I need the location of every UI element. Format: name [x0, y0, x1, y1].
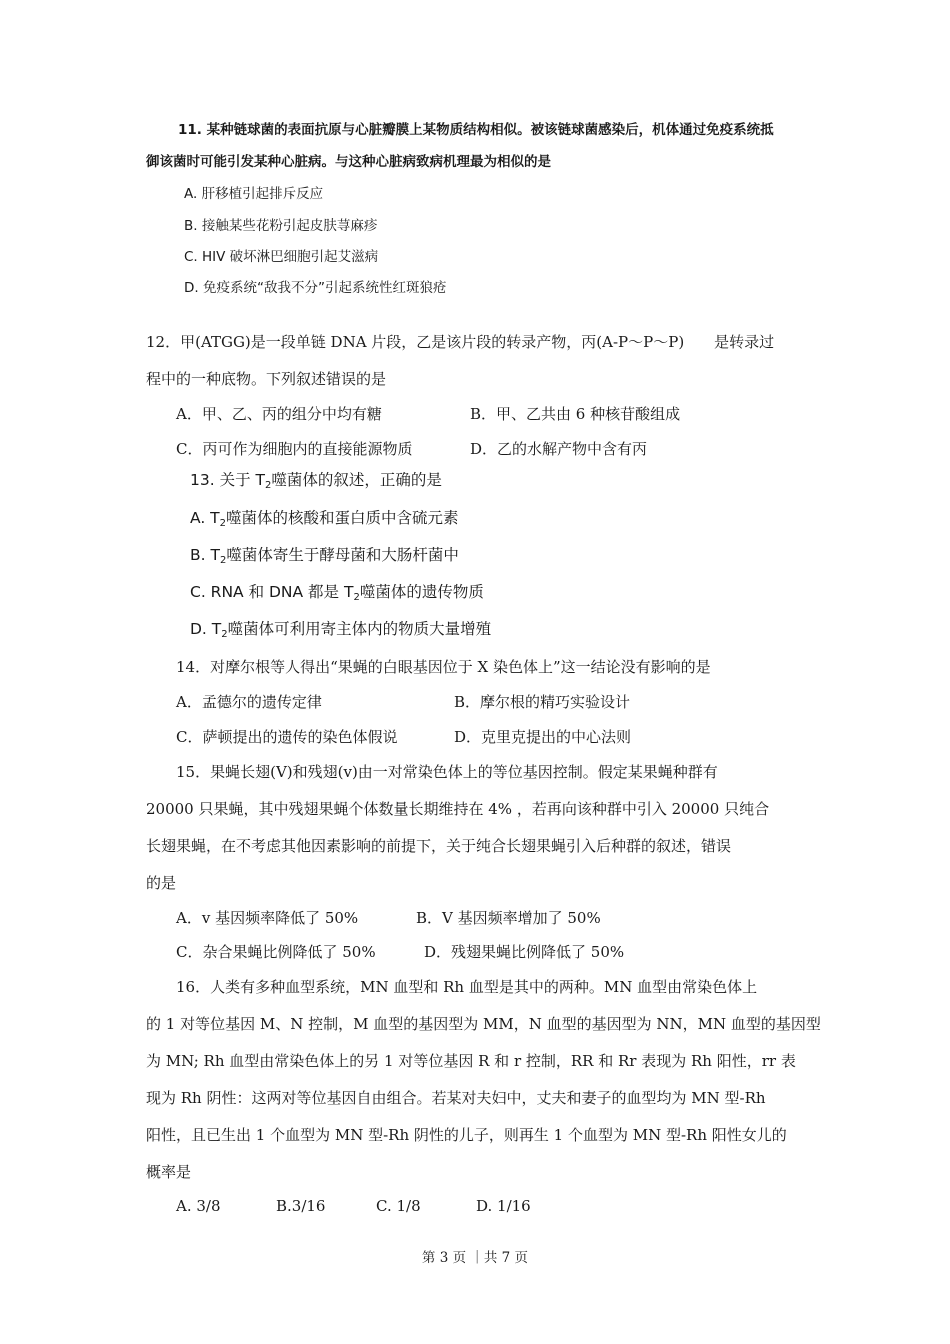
q15-stem-line3: 长翅果蝇，在不考虑其他因素影响的前提下，关于纯合长翅果蝇引入后种群的叙述，错误: [146, 837, 732, 855]
q12-option-b: B．甲、乙共由 6 种核苷酸组成: [470, 405, 681, 423]
q12-stem-line1: 12．甲(ATGG)是一段单链 DNA 片段，乙是该片段的转录产物，丙(A-P～P～P) 是转录过: [146, 333, 775, 351]
q16-stem-line4: 现为 Rh 阴性：这两对等位基因自由组合。若某对夫妇中，丈夫和妻子的血型均为 MN 型-Rh: [146, 1089, 766, 1107]
q16-option-a: A. 3/8: [176, 1197, 221, 1215]
q14-option-b: B．摩尔根的精巧实验设计: [454, 693, 631, 711]
q14-stem: 14．对摩尔根等人得出“果蝇的白眼基因位于 X 染色体上”这一结论没有影响的是: [176, 658, 711, 676]
q15-option-d: D．残翅果蝇比例降低了 50%: [424, 943, 625, 961]
q13-option-a: A. T2噬菌体的核酸和蛋白质中含硫元素: [190, 509, 459, 529]
q16-option-b: B.3/16: [276, 1197, 326, 1215]
q15-option-c: C．杂合果蝇比例降低了 50%: [176, 943, 376, 961]
q13-option-c: C. RNA 和 DNA 都是 T2噬菌体的遗传物质: [190, 583, 484, 603]
q15-stem-line2: 20000 只果蝇，其中残翅果蝇个体数量长期维持在 4% ，若再向该种群中引入 20000 只纯合: [146, 800, 770, 818]
q13-option-d: D. T2噬菌体可利用寄主体内的物质大量增殖: [190, 620, 492, 640]
q11-option-c: C. HIV 破坏淋巴细胞引起艾滋病: [184, 249, 379, 265]
q11-stem-line1: 11. 某种链球菌的表面抗原与心脏瓣膜上某物质结构相似。被该链球菌感染后，机体通过免疫系统抵: [178, 122, 774, 138]
q16-stem-line5: 阳性，且已生出 1 个血型为 MN 型-Rh 阴性的儿子，则再生 1 个血型为 MN 型-Rh 阳性女儿的: [146, 1126, 787, 1144]
q16-stem-line6: 概率是: [146, 1163, 192, 1181]
q15-option-b: B．V 基因频率增加了 50%: [416, 909, 601, 927]
page-number: 第 3 页 ｜共 7 页: [421, 1250, 529, 1266]
q13-option-b: B. T2噬菌体寄生于酵母菌和大肠杆菌中: [190, 546, 459, 566]
q11-option-a: A. 肝移植引起排斥反应: [184, 186, 324, 202]
q12-option-c: C．丙可作为细胞内的直接能源物质: [176, 440, 413, 458]
q15-option-a: A．v 基因频率降低了 50%: [176, 909, 359, 927]
q15-stem-line4: 的是: [146, 874, 177, 892]
q12-stem-line2: 程中的一种底物。下列叙述错误的是: [146, 370, 387, 388]
q16-stem-line3: 为 MN; Rh 血型由常染色体上的另 1 对等位基因 R 和 r 控制，RR 和 Rr 表现为 Rh 阳性，rr 表: [146, 1052, 796, 1070]
q11-option-b: B. 接触某些花粉引起皮肤荨麻疹: [184, 218, 378, 234]
q14-option-a: A．孟德尔的遗传定律: [176, 693, 322, 711]
q12-option-d: D．乙的水解产物中含有丙: [470, 440, 648, 458]
q14-option-d: D．克里克提出的中心法则: [454, 728, 632, 746]
q12-option-a: A．甲、乙、丙的组分中均有糖: [176, 405, 382, 423]
q13-stem: 13. 关于 T2噬菌体的叙述，正确的是: [190, 471, 442, 491]
q11-option-d: D. 免疫系统“敌我不分”引起系统性红斑狼疮: [184, 280, 447, 296]
q15-stem-line1: 15．果蝇长翅(V)和残翅(v)由一对常染色体上的等位基因控制。假定某果蝇种群有: [176, 763, 718, 781]
q16-option-d: D. 1/16: [476, 1197, 531, 1215]
q11-stem-line2: 御该菌时可能引发某种心脏病。与这种心脏病致病机理最为相似的是: [146, 154, 551, 170]
q16-stem-line1: 16．人类有多种血型系统，MN 血型和 Rh 血型是其中的两种。MN 血型由常染色体上: [176, 978, 758, 996]
q16-option-c: C. 1/8: [376, 1197, 421, 1215]
q14-option-c: C．萨顿提出的遗传的染色体假说: [176, 728, 398, 746]
q16-stem-line2: 的 1 对等位基因 M、N 控制，M 血型的基因型为 MM，N 血型的基因型为 NN，MN 血型的基因型: [146, 1015, 821, 1033]
